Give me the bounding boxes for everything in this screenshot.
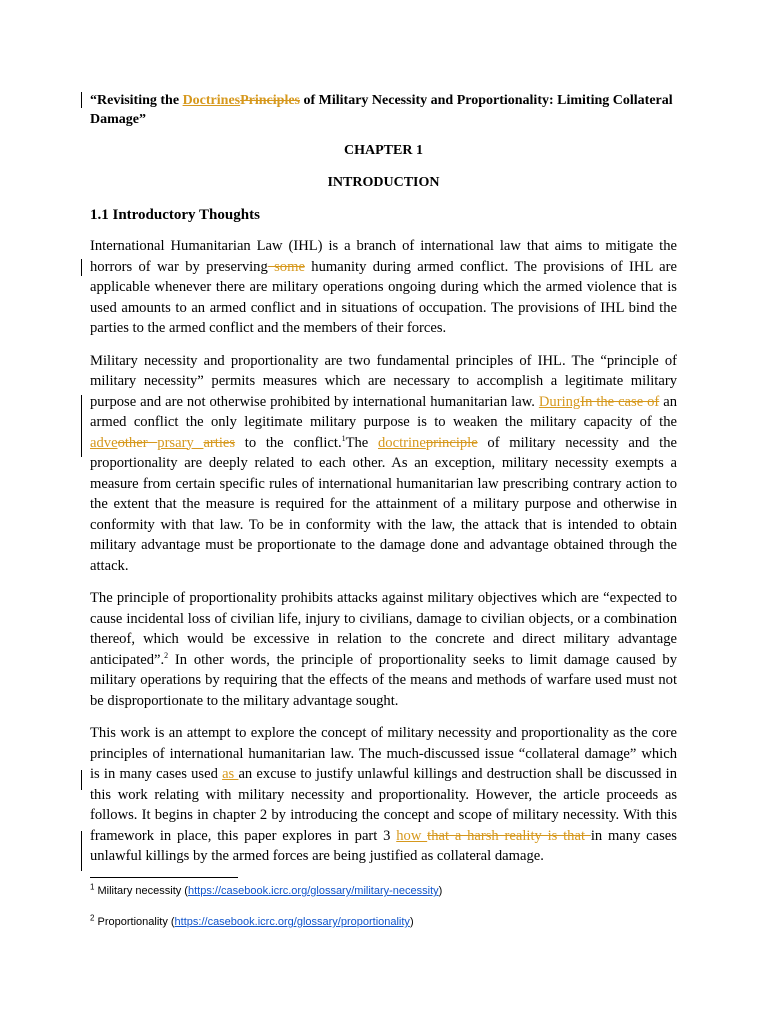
footnote-ref-1[interactable]: 1 (341, 433, 346, 443)
deleted-text[interactable]: principle (425, 434, 478, 451)
inserted-text[interactable]: doctrine (378, 434, 426, 451)
change-bar-p2 (81, 395, 82, 457)
deleted-text[interactable]: that a harsh reality is that (427, 827, 591, 844)
footnote-link-2[interactable]: https://casebook.icrc.org/glossary/proportionality (174, 916, 410, 928)
change-bar-p4a (81, 770, 82, 790)
change-bar-p4b (81, 831, 82, 871)
paragraph-2[interactable]: Military necessity and proportionality are two fundamental principles of IHL. The “principle of military necessity” permits measures which are necessary to accomplish a legitimate military purpose and are not otherwise prohibited by international humanitarian law. DuringIn the case of an armed conflict the only legitimate military purpose is to weaken the military capacity of the adveother prsary arties to the conflict.$^1$The doctrineprinciple of military necessity and the proportionality are deeply related to each other. As an exception, military necessity exempts a measure from certain specific rules of international humanitarian law prescribing contrary action to the extent that the measure is required for the attainment of a military purpose and otherwise in conformity with that law. To be in conformity with the law, the attack that is intended to obtain military advantage must be proportionate to the damage done and advantage obtained through the attack. (90, 352, 677, 574)
inserted-text[interactable]: adve (90, 434, 118, 451)
deleted-text[interactable]: some (267, 258, 305, 275)
deleted-text[interactable]: other (117, 434, 158, 451)
inserted-text[interactable]: how (396, 827, 428, 844)
inserted-text[interactable]: Doctrines (182, 93, 241, 108)
paragraph-1[interactable]: International Humanitarian Law (IHL) is a branch of international law that aims to mitigate the horrors of war by preserving some humanity during armed conflict. The provisions of IHL are applicable whenever there are military operations ongoing during which the armed violence that is used amounts to an armed conflict and in situations of occupation. The provisions of IHL bind the parties to the armed conflict and the members of their forces. (90, 238, 677, 336)
paragraph-4[interactable]: This work is an attempt to explore the concept of military necessity and proportionality as the core principles of international humanitarian law. The much-discussed issue “collateral damage” which is in many cases used as an excuse to justify unlawful killings and destruction shall be discussed in this work relating with military necessity and proportionality. However, the article proceeds as follows. It begins in chapter 2 by introducing the concept and scope of military necessity. With this framework in place, this paper explores in part 3 how that a harsh reality is that in many cases unlawful killings by the armed forces are being justified as collateral damage. (90, 725, 678, 864)
chapter-heading[interactable]: INTRODUCTION (327, 175, 440, 190)
footnote-link-1[interactable]: https://casebook.icrc.org/glossary/military-necessity (187, 885, 439, 897)
document-title[interactable]: “Revisiting the DoctrinesPrinciples of Military Necessity and Proportionality: Limiting Collateral Damage” (90, 93, 673, 127)
inserted-text[interactable]: as (222, 766, 239, 782)
deleted-text[interactable]: Principles (240, 93, 300, 108)
deleted-text[interactable]: In the case of (580, 393, 660, 410)
inserted-text[interactable]: During (538, 393, 581, 410)
section-heading[interactable]: 1.1 Introductory Thoughts (90, 207, 260, 223)
inserted-text[interactable]: prsary (157, 434, 204, 451)
chapter-label[interactable]: CHAPTER 1 (344, 143, 423, 158)
document-body (90, 91, 677, 879)
footnote-ref-2[interactable]: 2 (164, 650, 169, 660)
deleted-text[interactable]: arties (203, 434, 236, 451)
footnote-2: $^2$ Proportionality (https://casebook.icrc.org/glossary/proportionality) (90, 913, 414, 928)
footnote-separator (90, 877, 238, 878)
footnote-1: $^1$ Military necessity (https://casebook.icrc.org/glossary/military-necessity) (90, 882, 443, 897)
change-bar-p1 (81, 259, 82, 276)
paragraph-3[interactable]: The principle of proportionality prohibits attacks against military objectives which are “expected to cause incidental loss of civilian life, injury to civilians, damage to civilian objects, or a combination thereof, which would be excessive in relation to the concrete and direct military advantage anticipated”.$^2$ In other words, the principle of proportionality seeks to limit damage caused by military operations by requiring that the effects of the means and methods of warfare used must not be disproportionate to the military advantage sought. (90, 590, 677, 709)
change-bar-title (81, 92, 82, 108)
